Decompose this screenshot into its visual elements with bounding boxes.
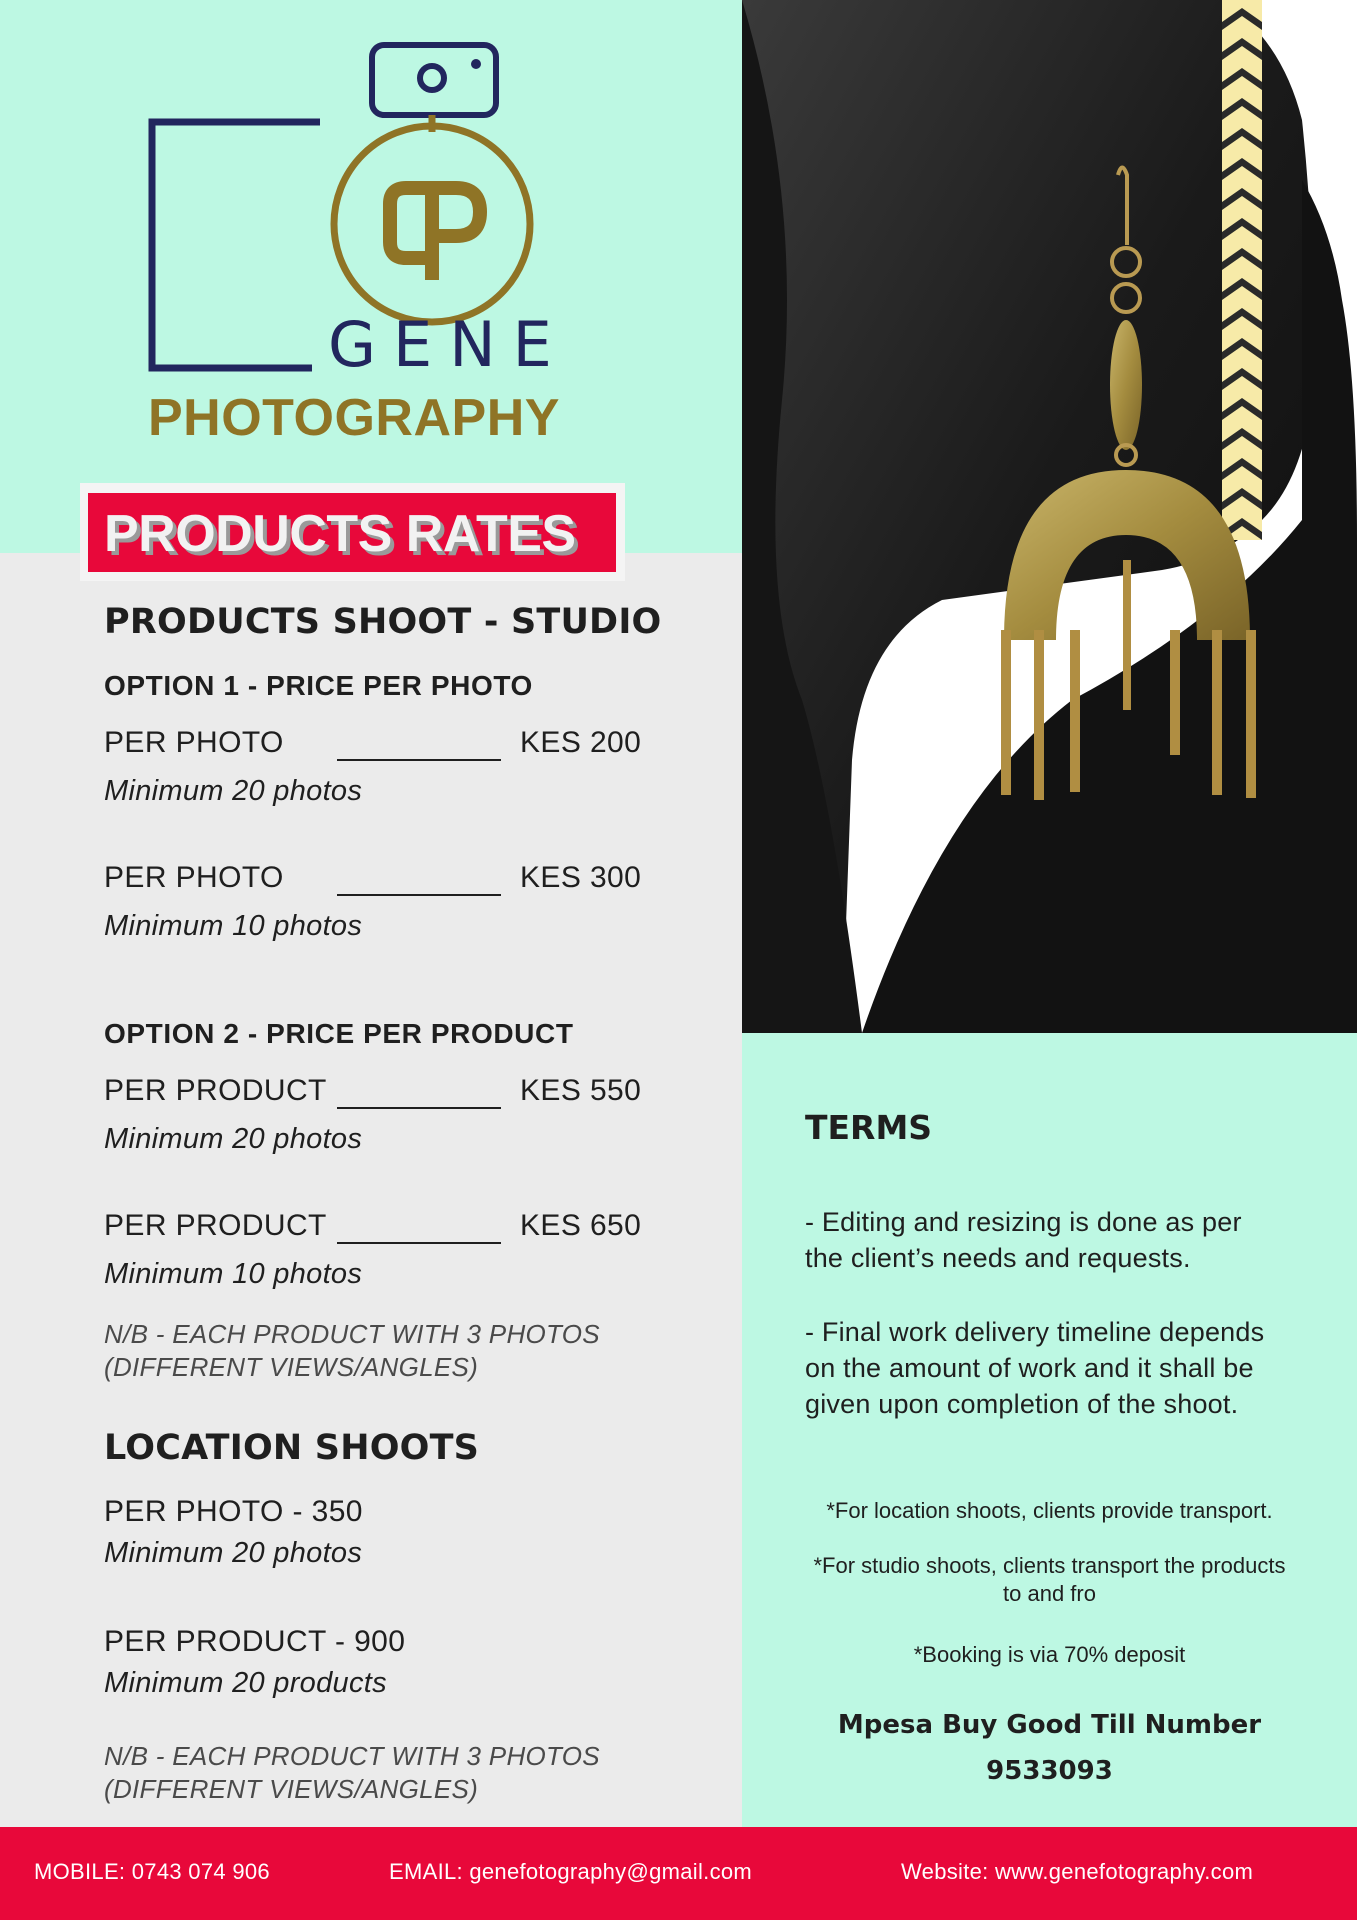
leader-line xyxy=(337,1107,501,1109)
mpesa-number: 9533093 xyxy=(986,1756,1113,1786)
studio-heading: PRODUCTS SHOOT - STUDIO xyxy=(104,602,662,642)
note-booking: *Booking is via 70% deposit xyxy=(913,1642,1186,1667)
terms-para1-line2: the client’s needs and requests. xyxy=(805,1243,1191,1273)
location-note-line2: (DIFFERENT VIEWS/ANGLES) xyxy=(104,1774,479,1804)
minimum-note: Minimum 20 photos xyxy=(104,1537,363,1569)
price-row-value: KES 650 xyxy=(520,1209,642,1242)
terms-para2-line3: given upon completion of the shoot. xyxy=(805,1389,1239,1419)
product-photo xyxy=(742,0,1357,1033)
minimum-note: Minimum 20 photos xyxy=(104,1123,363,1155)
studio-note-line2: (DIFFERENT VIEWS/ANGLES) xyxy=(104,1352,479,1382)
price-row-value: KES 550 xyxy=(520,1074,642,1107)
leader-line xyxy=(337,1242,501,1244)
studio-note-line1: N/B - EACH PRODUCT WITH 3 PHOTOS xyxy=(104,1319,600,1349)
price-row xyxy=(104,1074,644,1114)
option1-heading: OPTION 1 - PRICE PER PHOTO xyxy=(104,670,533,701)
minimum-note: Minimum 20 photos xyxy=(104,775,363,807)
terms-para1-line1: - Editing and resizing is done as per xyxy=(805,1207,1242,1237)
leader-line xyxy=(337,894,501,896)
price-row-label: PER PRODUCT xyxy=(104,1074,327,1107)
price-row-value: KES 200 xyxy=(520,726,642,759)
terms-heading: TERMS xyxy=(805,1108,933,1147)
price-row xyxy=(104,1209,644,1249)
footer-website[interactable]: Website: www.genefotography.com xyxy=(901,1859,1254,1884)
footer-mobile[interactable]: MOBILE: 0743 074 906 xyxy=(34,1859,270,1884)
price-row-label: PER PHOTO xyxy=(104,861,284,894)
price-row-value: KES 300 xyxy=(520,861,642,894)
earring-photo-image xyxy=(742,0,1357,1033)
note-studio-line2: to and fro xyxy=(1003,1581,1096,1606)
note-studio-line1: *For studio shoots, clients transport the products xyxy=(813,1553,1286,1578)
price-row xyxy=(104,861,644,901)
minimum-note: Minimum 20 products xyxy=(104,1667,387,1699)
mpesa-label: Mpesa Buy Good Till Number xyxy=(837,1710,1262,1740)
option2-heading: OPTION 2 - PRICE PER PRODUCT xyxy=(104,1018,574,1049)
brand-subtitle: PHOTOGRAPHY xyxy=(148,389,560,447)
note-location: *For location shoots, clients provide transport. xyxy=(826,1498,1273,1523)
price-row-label: PER PRODUCT xyxy=(104,1209,327,1242)
rates-banner-title: PRODUCTS RATES xyxy=(104,505,576,563)
minimum-note: Minimum 10 photos xyxy=(104,910,363,942)
price-row-label: PER PHOTO xyxy=(104,726,284,759)
terms-para2-line2: on the amount of work and it shall be xyxy=(805,1353,1254,1383)
location-heading: LOCATION SHOOTS xyxy=(104,1428,480,1468)
brand-name: GENE xyxy=(328,308,569,381)
location-rate: PER PHOTO - 350 xyxy=(104,1495,363,1528)
location-note-line1: N/B - EACH PRODUCT WITH 3 PHOTOS xyxy=(104,1741,600,1771)
leader-line xyxy=(337,759,501,761)
terms-panel xyxy=(742,1033,1357,1827)
price-row xyxy=(104,726,644,766)
minimum-note: Minimum 10 photos xyxy=(104,1258,363,1290)
terms-para2-line1: - Final work delivery timeline depends xyxy=(805,1317,1265,1347)
location-rate: PER PRODUCT - 900 xyxy=(104,1625,406,1658)
footer-email[interactable]: EMAIL: genefotography@gmail.com xyxy=(389,1859,753,1884)
